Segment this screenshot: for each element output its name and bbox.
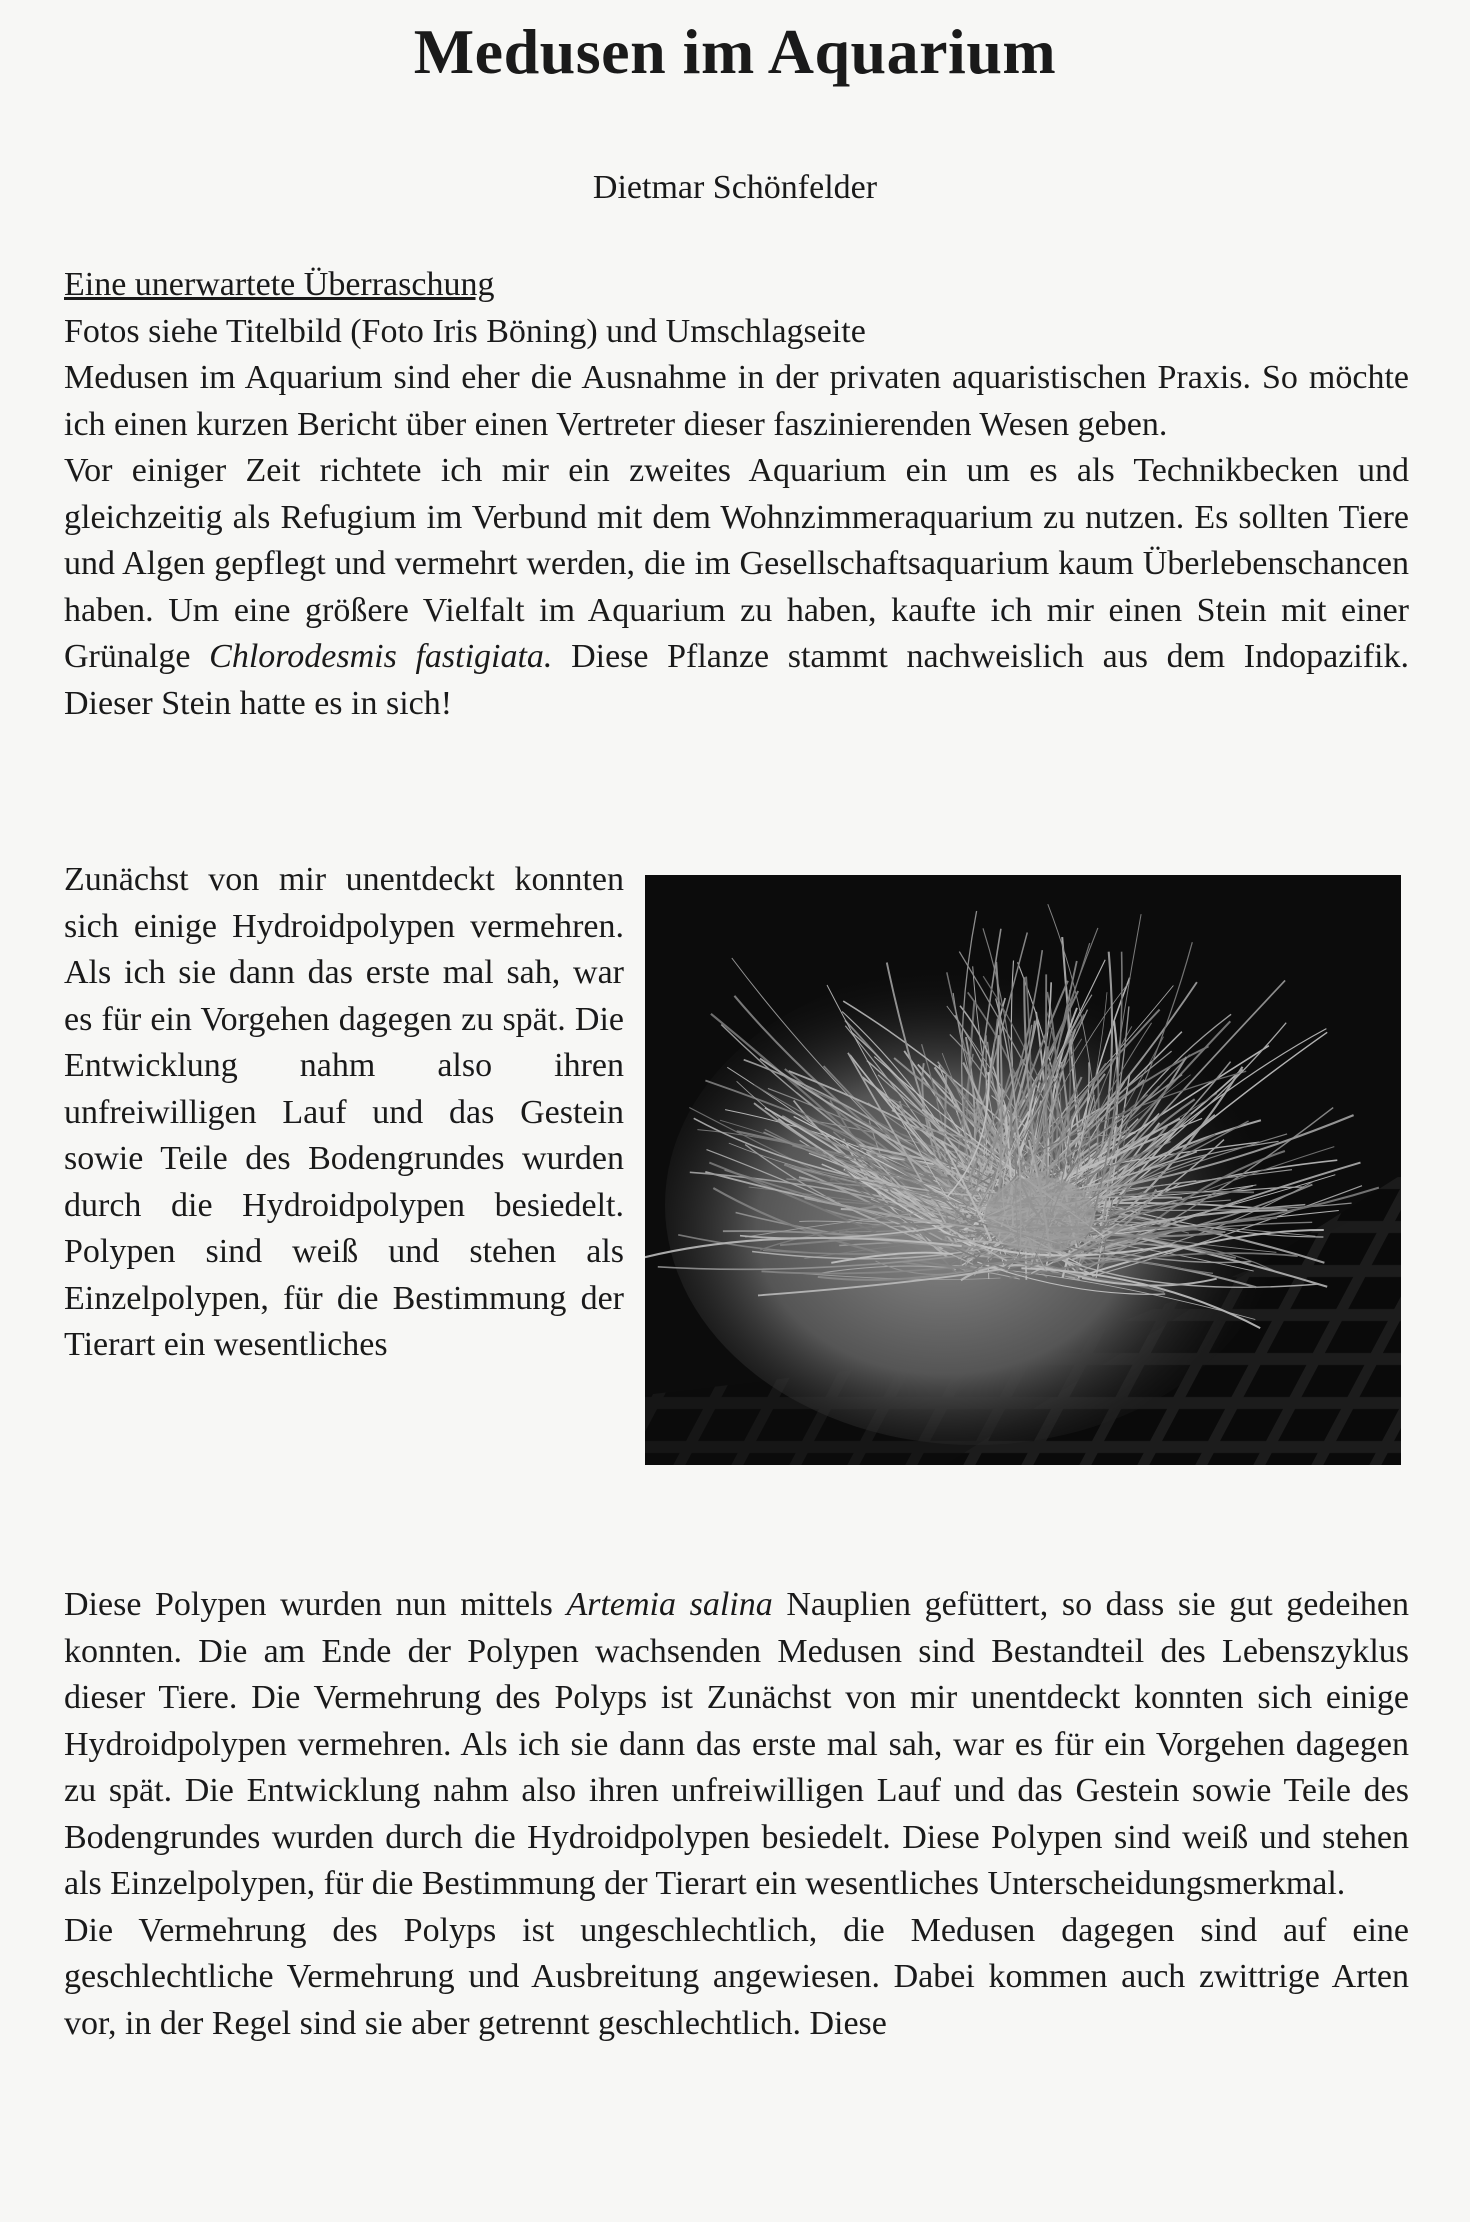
species-name-artemia: Artemia salina [566, 1586, 773, 1623]
algae-photo-graphic [645, 875, 1401, 1465]
main-paragraph-1-text-b: Nauplien gefüttert, so dass sie gut gedeihen konnten. Die am Ende der Polypen wachsenden Medusen sind Bestandteil des Lebenszyklus dieser Tiere. Die Vermehrung des Polyps ist Zunächst von mir unentdeckt konnten sich einige Hydroidpolypen vermehren. Als ich sie dann das erste mal sah, war es für ein Vorgehen dagegen zu spät. Die Entwicklung nahm also ihren unfreiwilligen Lauf und das Gestein sowie Teile des Bodengrundes wurden durch die Hydroidpolypen besiedelt. Diese Polypen sind weiß und stehen als Einzelpolypen, für die Bestimmung der Tierart ein wesentliches Unterscheidungsmerkmal. [64, 1586, 1409, 1902]
main-paragraph-2: Die Vermehrung des Polyps ist ungeschlechtlich, die Medusen dagegen sind auf eine geschlechtliche Vermehrung und Ausbreitung angewiesen. Dabei kommen auch zwittrige Arten vor, in der Regel sind sie aber getrennt geschlechtlich. Diese [64, 1911, 1409, 2042]
column-paragraph: Zunächst von mir unentdeckt konnten sich einige Hydroidpolypen vermehren. Als ich sie dann das erste mal sah, war es für ein Vorgehen dagegen zu spät. Die Entwicklung nahm also ihren unfreiwilligen Lauf und das Gestein sowie Teile des Bodengrundes wurden durch die Hydroidpolypen besiedelt. Polypen sind weiß und stehen als Einzelpolypen, für die Bestimmung der Tierart ein wesentliches [64, 861, 624, 1363]
section-heading: Eine unerwartete Überraschung [64, 266, 495, 303]
intro-paragraph-2-text-b: Diese Pflanze stammt nachweislich aus dem Indopazifik. Dieser Stein hatte es in sich! [64, 638, 1409, 722]
main-section [64, 1582, 1409, 2047]
species-name-chlorodesmis: Chlorodesmis fastigiata. [209, 638, 553, 675]
intro-section [64, 262, 1409, 727]
left-column-text [64, 857, 624, 1369]
photo-note: Fotos siehe Titelbild (Foto Iris Böning) und Umschlagseite [64, 312, 866, 350]
algae-photo [645, 875, 1401, 1465]
intro-paragraph-2-text-a: Vor einiger Zeit richtete ich mir ein zweites Aquarium ein um es als Technikbecken und gleichzeitig als Refugium im Verbund mit dem Wohnzimmeraquarium zu nutzen. Es sollten Tiere und Algen gepflegt und vermehrt werden, die im Gesellschaftsaquarium kaum Überlebenschancen haben. Um eine größere Vielfalt im Aquarium zu haben, kaufte ich mir einen Stein mit einer Grünalge [64, 452, 1409, 675]
article-title: Medusen im Aquarium [413, 16, 1057, 87]
main-paragraph-1 [64, 1582, 1409, 1908]
intro-paragraph-2 [64, 448, 1409, 727]
article-author: Dietmar Schönfelder [592, 169, 878, 206]
main-paragraph-1-text-a: Diese Polypen wurden nun mittels [64, 1586, 567, 1623]
intro-paragraph-1: Medusen im Aquarium sind eher die Ausnahme in der privaten aquaristischen Praxis. So möchte ich einen kurzen Bericht über einen Vertreter dieser faszinierenden Wesen geben. [64, 359, 1409, 443]
